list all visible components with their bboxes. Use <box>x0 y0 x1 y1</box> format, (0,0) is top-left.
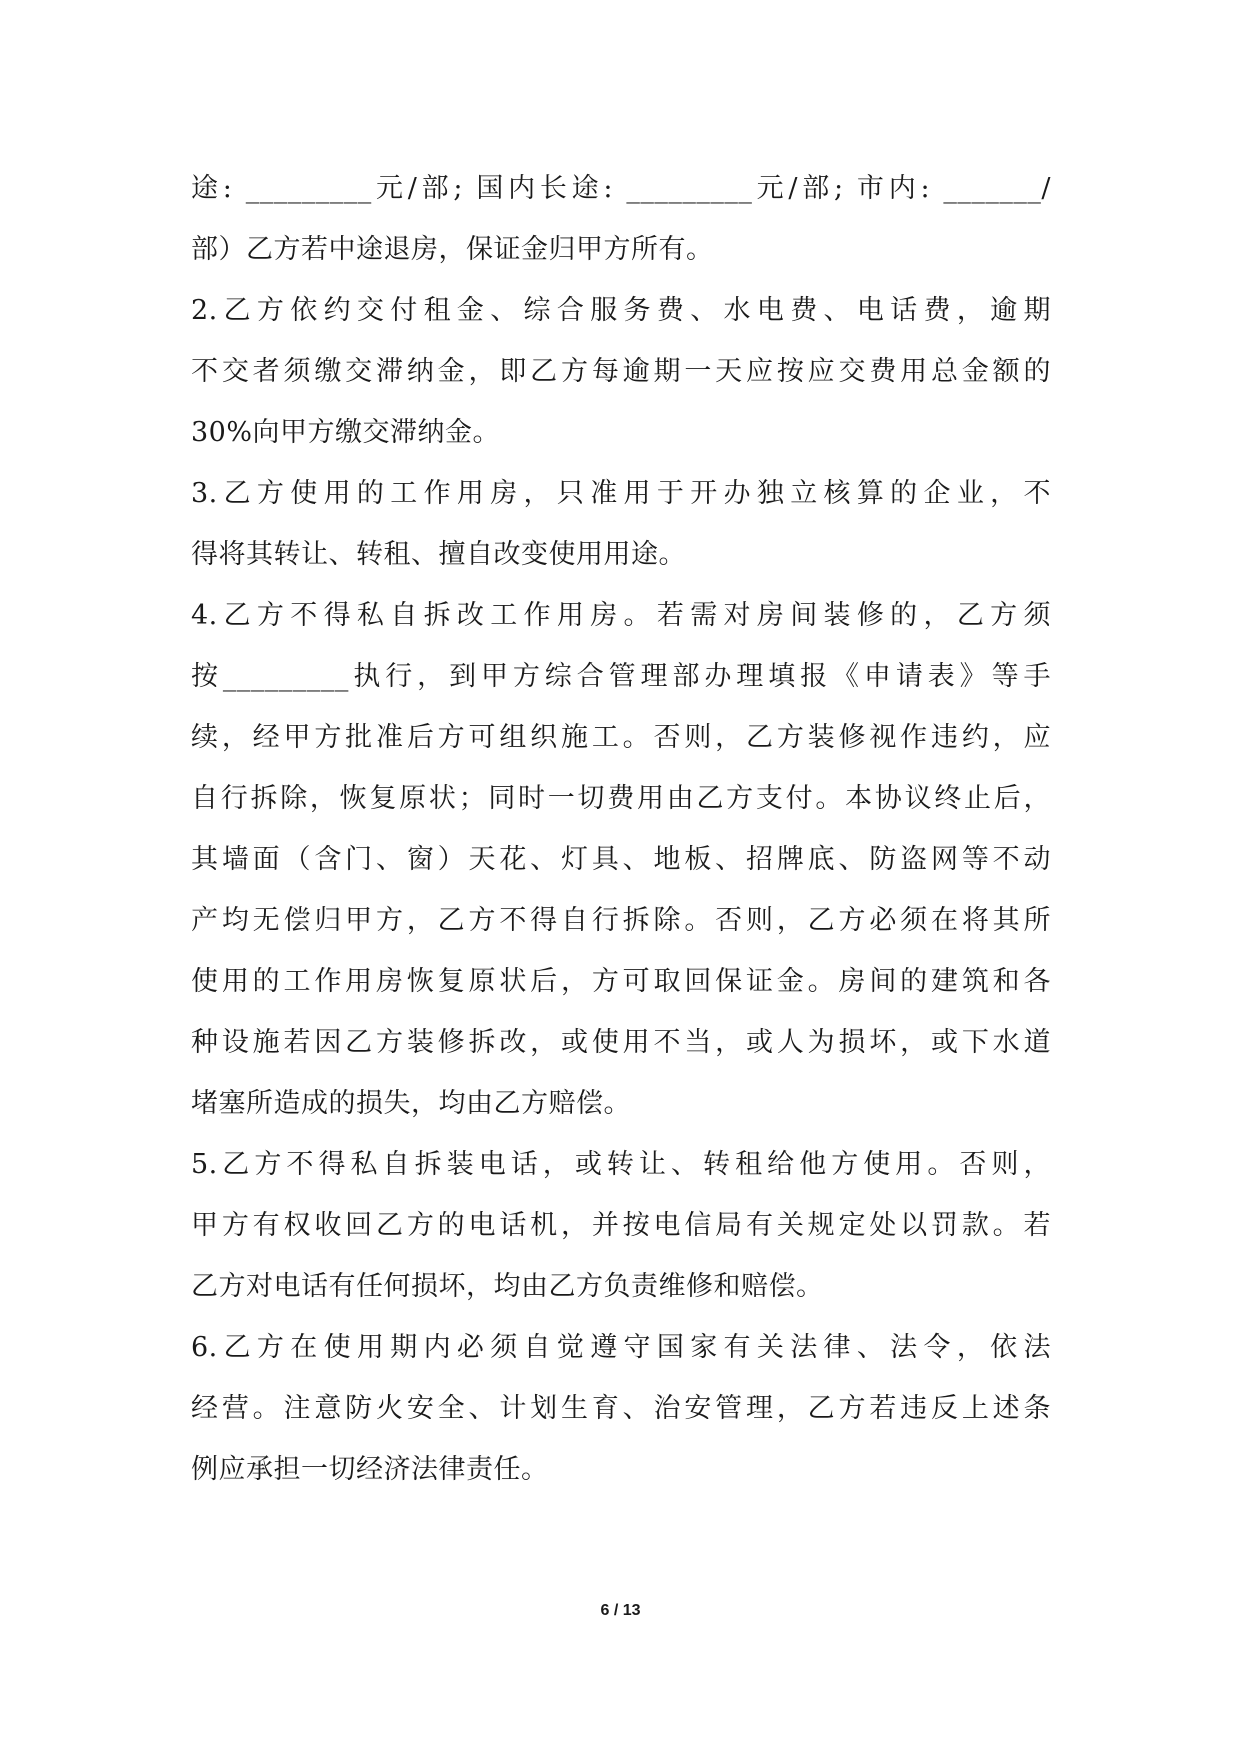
text-line: 6.乙方在使用期内必须自觉遵守国家有关法律、法令，依法 <box>191 1332 1051 1363</box>
text-line: 甲方有权收回乙方的电话机，并按电信局有关规定处以罚款。若 <box>191 1210 1051 1241</box>
text-line: 续，经甲方批准后方可组织施工。否则，乙方装修视作违约，应 <box>191 722 1051 753</box>
text-line: 种设施若因乙方装修拆改，或使用不当，或人为损坏，或下水道 <box>191 1027 1051 1058</box>
text-line: 2.乙方依约交付租金、综合服务费、水电费、电话费，逾期 <box>191 295 1051 326</box>
text-line: 乙方对电话有任何损坏，均由乙方负责维修和赔偿。 <box>191 1271 824 1302</box>
text-line: 产均无偿归甲方，乙方不得自行拆除。否则，乙方必须在将其所 <box>191 905 1051 936</box>
text-line: 经营。注意防火安全、计划生育、治安管理，乙方若违反上述条 <box>191 1393 1051 1424</box>
text-line: 部）乙方若中途退房，保证金归甲方所有。 <box>191 234 714 265</box>
text-line: 5.乙方不得私自拆装电话，或转让、转租给他方使用。否则， <box>191 1149 1051 1180</box>
text-line: 使用的工作用房恢复原状后，方可取回保证金。房间的建筑和各 <box>191 966 1051 997</box>
document-body <box>191 158 1051 1500</box>
text-line: 不交者须缴交滞纳金，即乙方每逾期一天应按应交费用总金额的 <box>191 356 1051 387</box>
page-number: 6 / 13 <box>600 1602 641 1619</box>
text-line: 得将其转让、转租、擅自改变使用用途。 <box>191 539 686 570</box>
text-line: 按_________执行，到甲方综合管理部办理填报《申请表》等手 <box>191 661 1051 692</box>
text-line: 3.乙方使用的工作用房，只准用于开办独立核算的企业，不 <box>191 478 1051 509</box>
text-line: 4.乙方不得私自拆改工作用房。若需对房间装修的，乙方须 <box>191 600 1051 631</box>
text-line: 例应承担一切经济法律责任。 <box>191 1454 549 1485</box>
text-line: 其墙面（含门、窗）天花、灯具、地板、招牌底、防盗网等不动 <box>191 844 1051 875</box>
text-line: 途: _________元/部; 国内长途: _________元/部; 市内: _______/ <box>191 173 1051 204</box>
text-line: 自行拆除，恢复原状；同时一切费用由乙方支付。本协议终止后， <box>191 783 1051 814</box>
text-line: 堵塞所造成的损失，均由乙方赔偿。 <box>191 1088 631 1119</box>
text-line: 30%向甲方缴交滞纳金。 <box>191 417 501 448</box>
